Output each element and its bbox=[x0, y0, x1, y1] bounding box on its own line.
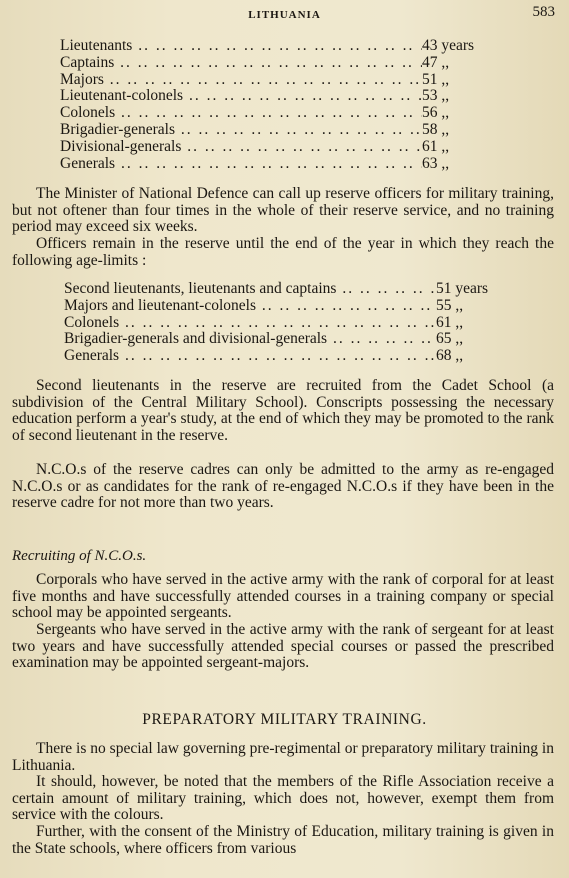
rank-label: Divisional-generals .. .. bbox=[60, 139, 422, 156]
age-value: 65 ,, bbox=[436, 331, 464, 348]
list-row bbox=[60, 88, 490, 105]
list-row bbox=[60, 139, 490, 156]
list-row bbox=[64, 281, 504, 298]
subheading-recruiting-ncos: Recruiting of N.C.O.s. bbox=[12, 548, 147, 564]
age-value: 58 ,, bbox=[422, 121, 450, 138]
age-value: 56 ,, bbox=[422, 105, 450, 122]
rank-label: Majors .. .. bbox=[60, 72, 422, 89]
paragraph-nco-reserve: N.C.O.s of the reserve cadres can only be admitted to the army as re-engaged N.C.O.s or as candidates for the rank of re-engaged N.C.O.s if they have been in the reserve cadre for not more than two years. bbox=[12, 461, 554, 512]
age-value: 51 years bbox=[436, 281, 489, 297]
paragraph-reserve-age: Officers remain in the reserve until the end of the year in which they reach the following age-limits : bbox=[12, 235, 554, 269]
paragraph-no-special-law: There is no special law governing pre-regimental or preparatory military training in Lithuania. bbox=[12, 740, 554, 774]
list-row bbox=[64, 331, 504, 348]
reserve-age-limit-list bbox=[64, 281, 504, 365]
age-value: 53 ,, bbox=[422, 88, 450, 105]
rank-label: Second lieutenants, lieutenants and captains .. .. bbox=[64, 281, 436, 298]
rank-label: Brigadier-generals and divisional-generals .. .. bbox=[64, 331, 436, 348]
age-value: 51 ,, bbox=[422, 71, 450, 88]
age-value: 47 ,, bbox=[422, 54, 450, 71]
rank-label: Brigadier-generals .. .. bbox=[60, 122, 422, 139]
paragraph-state-schools: Further, with the consent of the Ministry of Education, military training is given in the State schools, where officers from various bbox=[12, 823, 554, 857]
rank-label: Majors and lieutenant-colonels .. .. bbox=[64, 298, 436, 315]
rank-label: Colonels .. .. bbox=[64, 315, 436, 332]
list-row bbox=[60, 38, 490, 55]
rank-label: Captains .. .. bbox=[60, 55, 422, 72]
age-value: 63 ,, bbox=[422, 155, 450, 172]
rank-label: Colonels .. .. bbox=[60, 105, 422, 122]
age-value: 61 ,, bbox=[422, 138, 450, 155]
page-number: 583 bbox=[532, 4, 555, 20]
list-row bbox=[60, 72, 490, 89]
paragraph-corporals: Corporals who have served in the active army with the rank of corporal for at least five months and have successfully attended courses in a training company or special school may be appointed sergeants. bbox=[12, 571, 554, 622]
list-row bbox=[60, 105, 490, 122]
age-value: 55 ,, bbox=[436, 297, 464, 314]
paragraph-rifle-association: It should, however, be noted that the members of the Rifle Association receive a certain amount of military training, which does not, however, exempt them from service with the colours. bbox=[12, 773, 554, 824]
paragraph-reserve-training: The Minister of National Defence can call up reserve officers for military training, but not oftener than four times in the whole of their reserve service, and no training period may exceed six weeks. bbox=[12, 185, 554, 236]
age-value: 68 ,, bbox=[436, 348, 464, 365]
list-row bbox=[60, 156, 490, 173]
section-heading: PREPARATORY MILITARY TRAINING. bbox=[142, 711, 427, 728]
running-header: LITHUANIA bbox=[248, 9, 321, 21]
rank-label: Generals .. .. bbox=[64, 348, 436, 365]
rank-label: Lieutenant-colonels .. .. bbox=[60, 88, 422, 105]
list-row bbox=[64, 298, 504, 315]
rank-label: Lieutenants .. .. bbox=[60, 38, 422, 55]
age-value: 43 years bbox=[422, 38, 475, 54]
paragraph-sergeants: Sergeants who have served in the active army with the rank of sergeant for at least two years and have successfully attended special courses or passed the prescribed examination may be appointed sergeant-majors. bbox=[12, 621, 554, 672]
list-row bbox=[64, 315, 504, 332]
age-value: 61 ,, bbox=[436, 314, 464, 331]
list-row bbox=[64, 348, 504, 365]
active-age-limit-list bbox=[60, 38, 490, 172]
rank-label: Generals .. .. bbox=[60, 156, 422, 173]
list-row bbox=[60, 55, 490, 72]
list-row bbox=[60, 122, 490, 139]
paragraph-second-lieutenants: Second lieutenants in the reserve are recruited from the Cadet School (a subdivision of the Central Military School). Conscripts possessing the necessary education perform a year's study, at the end of which they may be promoted to the rank of second lieutenant in the reserve. bbox=[12, 377, 554, 444]
